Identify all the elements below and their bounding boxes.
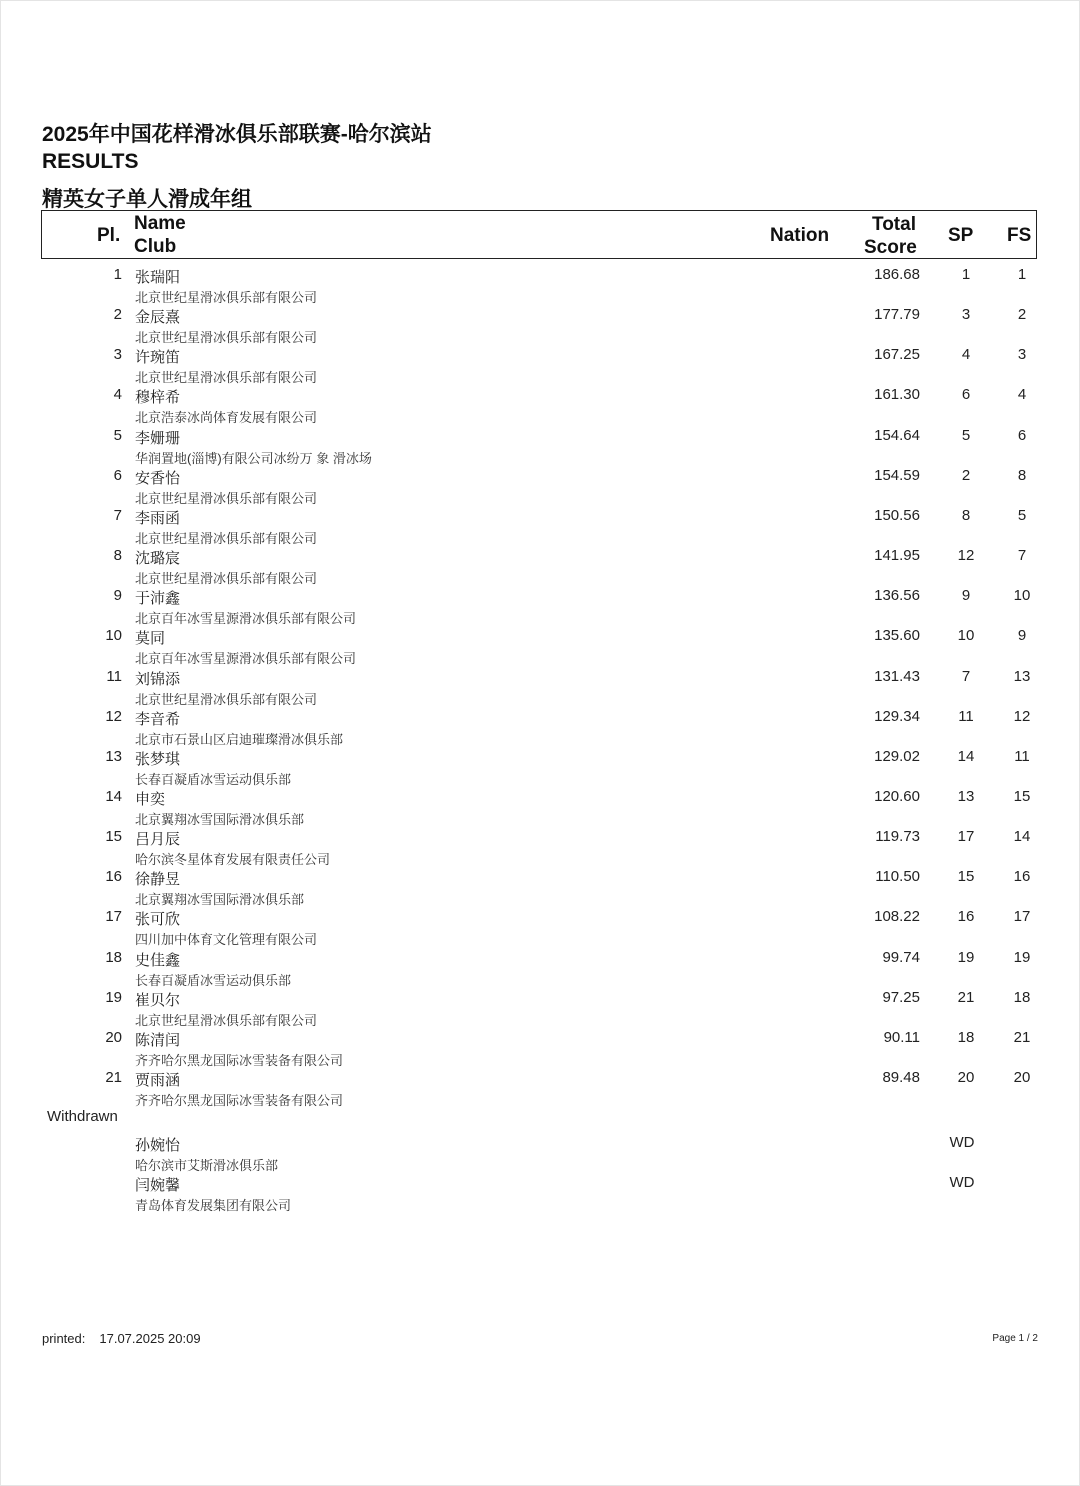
table-row <box>0 461 1080 506</box>
rank-cell: 2 <box>113 306 122 324</box>
printed-label: printed: <box>42 1331 86 1346</box>
rank-cell: 3 <box>113 346 122 364</box>
sp-rank: 20 <box>957 1069 975 1086</box>
total-score: 154.59 <box>874 466 920 484</box>
table-row <box>0 1023 1080 1068</box>
club-name: 四川加中体育文化管理有限公司 <box>135 932 318 948</box>
rank-cell: 17 <box>105 908 122 926</box>
skater-name: 于沛鑫 <box>135 590 181 608</box>
club-name: 北京世纪星滑冰俱乐部有限公司 <box>135 490 318 506</box>
fs-rank: 8 <box>1017 466 1027 484</box>
withdrawn-status: WD <box>949 1174 975 1191</box>
table-row <box>0 822 1080 868</box>
sp-rank: 6 <box>961 386 971 404</box>
sp-rank: 21 <box>957 988 975 1006</box>
rank-cell: 21 <box>105 1069 122 1086</box>
club-name: 北京世纪星滑冰俱乐部有限公司 <box>135 370 318 386</box>
skater-name: 张瑞阳 <box>135 269 181 286</box>
club-name: 北京翼翔冰雪国际滑冰俱乐部 <box>135 811 305 827</box>
total-score: 154.64 <box>874 426 920 444</box>
fs-rank: 1 <box>1017 266 1027 283</box>
club-name: 北京百年冰雪星源滑冰俱乐部有限公司 <box>135 611 357 627</box>
fs-rank: 19 <box>1013 948 1031 966</box>
printed-value: 17.07.2025 20:09 <box>99 1331 201 1346</box>
table-row <box>0 380 1080 426</box>
club-name: 青岛体育发展集团有限公司 <box>135 1198 292 1213</box>
table-row <box>0 501 1080 546</box>
withdrawn-row <box>0 1168 1080 1213</box>
header-club: Club <box>134 236 177 257</box>
skater-name: 申奕 <box>135 790 166 808</box>
rank-cell: 19 <box>105 988 122 1006</box>
rank-cell: 10 <box>105 627 122 645</box>
sp-rank: 13 <box>957 787 975 805</box>
table-row <box>0 421 1080 466</box>
sp-rank: 4 <box>961 346 971 364</box>
total-score: 97.25 <box>882 988 920 1006</box>
total-score: 110.50 <box>875 868 920 886</box>
rank-cell: 6 <box>113 466 122 484</box>
table-row <box>0 742 1080 787</box>
total-score: 120.60 <box>874 787 920 805</box>
fs-rank: 2 <box>1017 306 1027 324</box>
fs-rank: 18 <box>1013 988 1031 1006</box>
skater-name: 李音希 <box>135 710 181 728</box>
total-score: 135.60 <box>874 627 920 645</box>
rank-cell: 16 <box>105 868 122 886</box>
club-name: 齐齐哈尔黑龙国际冰雪装备有限公司 <box>135 1052 344 1068</box>
sp-rank: 15 <box>957 868 975 886</box>
sp-rank: 12 <box>957 547 975 565</box>
total-score: 141.95 <box>874 547 920 565</box>
table-row <box>0 662 1080 707</box>
table-row <box>0 581 1080 627</box>
skater-name: 金辰熹 <box>135 309 181 327</box>
skater-name: 张可欣 <box>135 911 181 929</box>
sp-rank: 7 <box>961 667 971 685</box>
skater-name: 许琬笛 <box>135 349 181 367</box>
skater-name: 李姗珊 <box>135 429 181 447</box>
fs-rank: 6 <box>1017 426 1027 444</box>
skater-name: 安香怡 <box>135 469 181 487</box>
fs-rank: 13 <box>1013 667 1031 685</box>
total-score: 131.43 <box>874 667 920 685</box>
sp-rank: 19 <box>957 948 975 966</box>
table-row <box>0 340 1080 386</box>
table-row <box>0 943 1080 988</box>
skater-name: 史佳鑫 <box>135 951 181 969</box>
fs-rank: 12 <box>1013 707 1031 725</box>
fs-rank: 21 <box>1013 1028 1031 1046</box>
rank-cell: 7 <box>113 506 122 524</box>
fs-rank: 5 <box>1017 506 1027 524</box>
fs-rank: 15 <box>1013 787 1031 805</box>
results-label: RESULTS <box>42 150 139 173</box>
header-name: Name <box>134 213 186 234</box>
table-header <box>41 210 1037 259</box>
table-row <box>0 541 1080 587</box>
total-score: 89.48 <box>882 1069 920 1086</box>
club-name: 哈尔滨市艾斯滑冰俱乐部 <box>135 1158 279 1173</box>
table-row <box>0 702 1080 747</box>
total-score: 90.11 <box>883 1028 920 1046</box>
fs-rank: 17 <box>1013 908 1031 926</box>
club-name: 北京世纪星滑冰俱乐部有限公司 <box>135 571 318 587</box>
rank-cell: 12 <box>105 707 122 725</box>
sp-rank: 18 <box>957 1028 975 1046</box>
sp-rank: 8 <box>961 506 971 524</box>
sp-rank: 17 <box>957 828 975 846</box>
rank-cell: 13 <box>105 747 122 765</box>
rank-cell: 9 <box>113 587 122 605</box>
table-row <box>0 1063 1080 1108</box>
skater-name: 张梦琪 <box>135 750 181 768</box>
fs-rank: 3 <box>1017 346 1027 364</box>
fs-rank: 14 <box>1013 828 1031 846</box>
fs-rank: 4 <box>1017 386 1027 404</box>
fs-rank: 9 <box>1017 627 1027 645</box>
club-name: 北京世纪星滑冰俱乐部有限公司 <box>135 330 318 346</box>
skater-name: 崔贝尔 <box>135 991 181 1009</box>
total-score: 129.34 <box>874 707 920 725</box>
club-name: 北京世纪星滑冰俱乐部有限公司 <box>135 691 318 707</box>
total-score: 108.22 <box>874 908 920 926</box>
club-name: 北京世纪星滑冰俱乐部有限公司 <box>135 1012 318 1028</box>
total-score: 167.25 <box>874 346 920 364</box>
total-score: 129.02 <box>874 747 920 765</box>
skater-name: 闫婉馨 <box>135 1177 181 1194</box>
rank-cell: 1 <box>113 266 122 283</box>
fs-rank: 10 <box>1013 587 1031 605</box>
rank-cell: 8 <box>113 547 122 565</box>
sp-rank: 3 <box>961 306 971 324</box>
rank-cell: 18 <box>105 948 122 966</box>
table-row <box>0 621 1080 667</box>
total-score: 119.73 <box>875 828 920 846</box>
skater-name: 贾雨涵 <box>135 1072 181 1089</box>
total-score: 136.56 <box>874 587 920 605</box>
sp-rank: 5 <box>961 426 971 444</box>
skater-name: 沈璐宸 <box>135 550 181 568</box>
sp-rank: 14 <box>957 747 975 765</box>
total-score: 161.30 <box>874 386 920 404</box>
skater-name: 徐静昱 <box>135 871 181 889</box>
header-fs: FS <box>1007 225 1032 246</box>
header-sp: SP <box>948 225 974 246</box>
table-row <box>0 902 1080 948</box>
sp-rank: 2 <box>961 466 971 484</box>
withdrawn-status: WD <box>949 1134 975 1151</box>
sp-rank: 1 <box>961 266 971 283</box>
total-score: 177.79 <box>874 306 920 324</box>
table-row <box>0 862 1080 908</box>
club-name: 长春百凝盾冰雪运动俱乐部 <box>135 972 292 988</box>
withdrawn-row <box>0 1128 1080 1173</box>
table-row <box>0 260 1080 305</box>
rank-cell: 20 <box>105 1028 122 1046</box>
rank-cell: 4 <box>113 386 122 404</box>
sp-rank: 11 <box>958 707 974 725</box>
club-name: 北京市石景山区启迪璀璨滑冰俱乐部 <box>135 731 344 747</box>
club-name: 北京世纪星滑冰俱乐部有限公司 <box>135 530 318 546</box>
page-number: Page 1 / 2 <box>992 1333 1038 1344</box>
rank-cell: 14 <box>105 787 122 805</box>
withdrawn-label: Withdrawn <box>47 1108 118 1125</box>
total-score: 99.74 <box>882 948 920 966</box>
header-score: Score <box>864 237 917 258</box>
club-name: 北京翼翔冰雪国际滑冰俱乐部 <box>135 892 305 908</box>
category-title: 精英女子单人滑成年组 <box>42 188 252 211</box>
total-score: 150.56 <box>874 506 920 524</box>
table-row <box>0 300 1080 346</box>
header-total: Total <box>872 214 916 235</box>
table-row <box>0 983 1080 1028</box>
sp-rank: 10 <box>957 627 975 645</box>
club-name: 北京百年冰雪星源滑冰俱乐部有限公司 <box>135 651 357 667</box>
skater-name: 李雨函 <box>135 509 181 527</box>
total-score: 186.68 <box>874 266 920 283</box>
club-name: 北京世纪星滑冰俱乐部有限公司 <box>135 290 318 305</box>
rank-cell: 5 <box>113 426 122 444</box>
club-name: 华润置地(淄博)有限公司冰纷万 象 滑冰场 <box>135 450 372 466</box>
skater-name: 陈清闰 <box>135 1031 181 1049</box>
club-name: 哈尔滨冬星体育发展有限责任公司 <box>135 852 331 868</box>
skater-name: 穆梓希 <box>135 389 181 407</box>
skater-name: 莫同 <box>135 630 166 648</box>
table-row <box>0 782 1080 827</box>
fs-rank: 16 <box>1013 868 1031 886</box>
printed-info <box>42 1331 201 1346</box>
club-name: 长春百凝盾冰雪运动俱乐部 <box>135 771 292 787</box>
rank-cell: 15 <box>105 828 122 846</box>
event-title: 2025年中国花样滑冰俱乐部联赛-哈尔滨站 <box>42 123 432 146</box>
fs-rank: 11 <box>1014 747 1030 765</box>
fs-rank: 7 <box>1017 547 1027 565</box>
club-name: 北京浩泰冰尚体育发展有限公司 <box>135 410 318 426</box>
header-nation: Nation <box>770 225 830 246</box>
header-pl: Pl. <box>97 225 121 246</box>
sp-rank: 9 <box>961 587 971 605</box>
club-name: 齐齐哈尔黑龙国际冰雪装备有限公司 <box>135 1093 344 1108</box>
skater-name: 刘锦添 <box>135 670 181 688</box>
skater-name: 孙婉怡 <box>135 1137 181 1154</box>
sp-rank: 16 <box>957 908 975 926</box>
skater-name: 吕月辰 <box>135 831 181 849</box>
fs-rank: 20 <box>1013 1069 1031 1086</box>
rank-cell: 11 <box>106 667 122 685</box>
